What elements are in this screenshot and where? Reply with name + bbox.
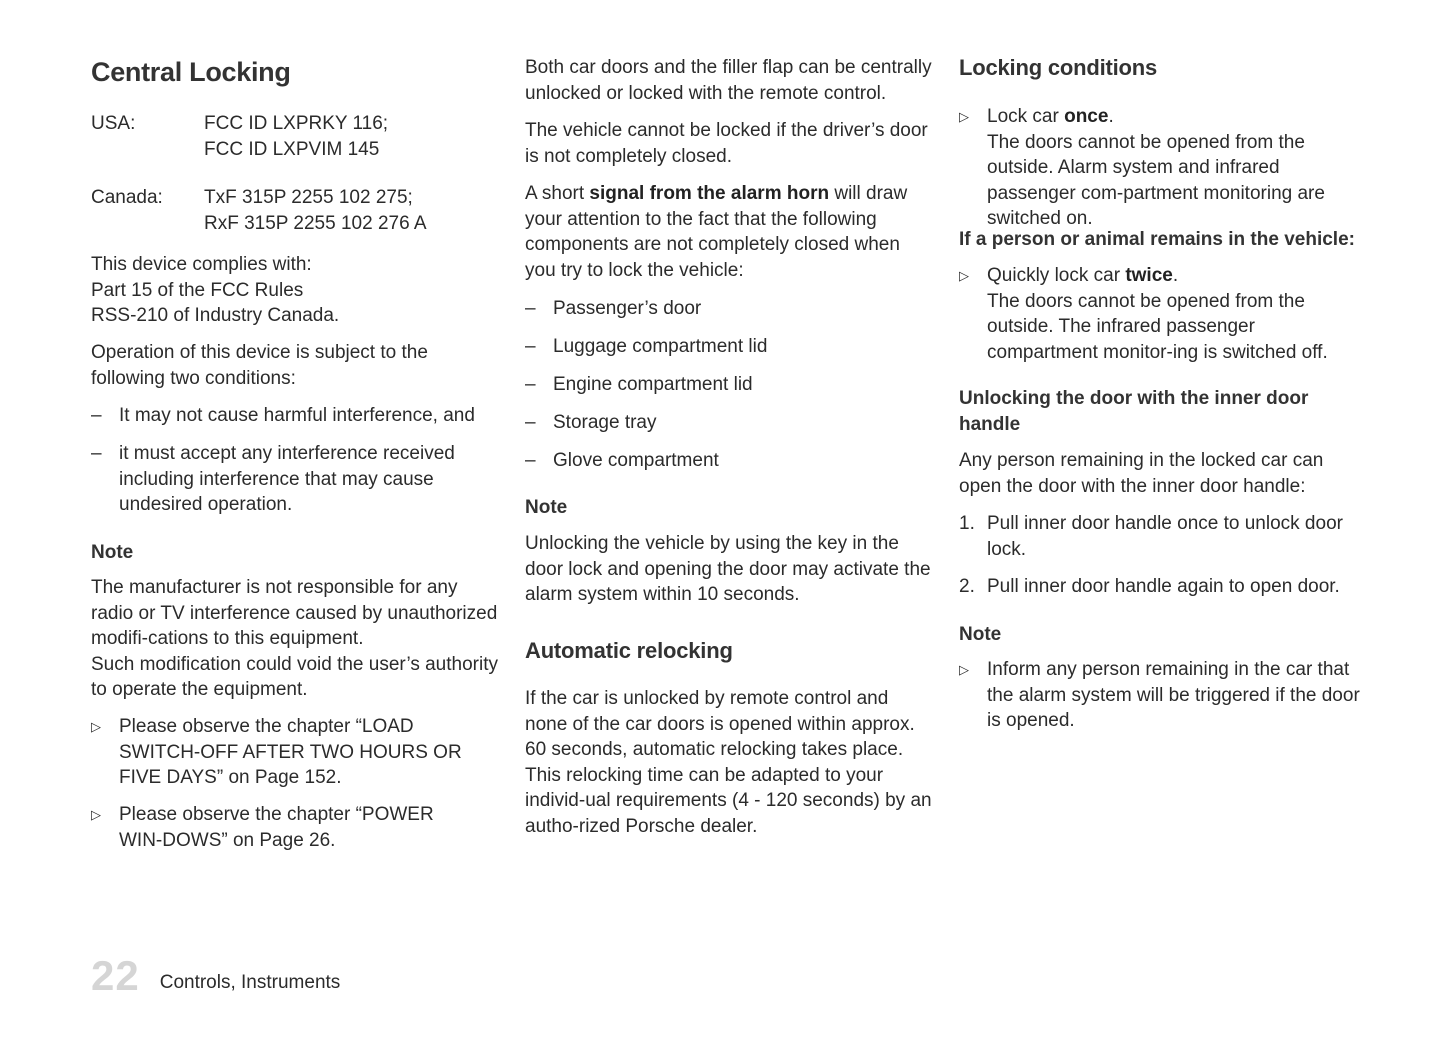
step-detail: The doors cannot be opened from the outside. Alarm system and infrared passenger com-partment monitoring are switched on. <box>987 131 1325 229</box>
step-pre: Lock car <box>987 106 1065 127</box>
list-item <box>91 714 491 791</box>
dash-marker: – <box>525 298 536 319</box>
dash-marker: – <box>91 405 102 426</box>
list-item <box>959 263 1369 365</box>
page-title: Central Locking <box>91 57 291 87</box>
note-heading: Note <box>91 542 134 563</box>
triangle-icon: ▷ <box>959 268 969 283</box>
relock-line: 60 seconds, automatic relocking takes place. <box>525 739 904 760</box>
relock-line: If the car is unlocked by remote control and none of the car doors is opened within approx. <box>525 688 915 735</box>
step-pre: Quickly lock car <box>987 265 1126 286</box>
operation-text: Operation of this device is subject to the following two conditions: <box>91 342 428 389</box>
page-number: 22 <box>91 952 140 999</box>
subheading: If a person or animal remains in the vehicle: <box>959 229 1355 250</box>
dash-marker: – <box>525 374 536 395</box>
dash-marker: – <box>525 450 536 471</box>
list-item-text: Luggage compartment lid <box>553 336 768 357</box>
list-item-text: It may not cause harmful interference, and <box>119 405 475 426</box>
note-text: Inform any person remaining in the car that the alarm system will be triggered if the door is opened. <box>987 659 1360 731</box>
list-item <box>91 802 491 853</box>
signal-bold: signal from the alarm horn <box>589 183 830 204</box>
step-text: Pull inner door handle once to unlock door lock. <box>987 513 1343 560</box>
step-number: 2. <box>959 576 975 597</box>
signal-pre: A short <box>525 183 590 204</box>
note-heading: Note <box>525 497 568 518</box>
section-heading: Automatic relocking <box>525 638 733 663</box>
complies-line: This device complies with: <box>91 254 312 275</box>
list-item-text: Please observe the chapter “LOAD SWITCH-OFF AFTER TWO HOURS OR FIVE DAYS” on Page 152. <box>119 716 462 788</box>
list-item <box>959 104 1369 232</box>
triangle-icon: ▷ <box>91 719 101 734</box>
list-item-text: Engine compartment lid <box>553 374 753 395</box>
step-detail: The doors cannot be opened from the outside. The infrared passenger compartment monitor-ing is switched off. <box>987 290 1328 363</box>
id-label: Canada: <box>91 187 163 208</box>
note-text: Unlocking the vehicle by using the key in the door lock and opening the door may activate the alarm system within 10 seconds. <box>525 533 931 605</box>
list-item <box>525 410 657 436</box>
complies-text <box>91 252 501 329</box>
step-text: Pull inner door handle again to open door. <box>987 576 1340 597</box>
step-bold: once <box>1064 106 1109 127</box>
section-heading: Locking conditions <box>959 55 1158 80</box>
dash-marker: – <box>91 443 102 464</box>
step-bold: twice <box>1125 265 1173 286</box>
cannot-lock-text: The vehicle cannot be locked if the driver’s door is not completely closed. <box>525 120 928 167</box>
intro-text: Both car doors and the filler flap can be centrally unlocked or locked with the remote control. <box>525 57 932 104</box>
list-item-text: Passenger’s door <box>553 298 702 319</box>
id-line: RxF 315P 2255 102 276 A <box>204 212 427 234</box>
list-item-text: Please observe the chapter “POWER WIN-DOWS” on Page 26. <box>119 804 434 851</box>
id-line: TxF 315P 2255 102 275; <box>204 187 413 208</box>
list-item <box>959 657 1369 734</box>
fcc-id-usa <box>91 111 501 162</box>
relock-text <box>525 686 935 839</box>
list-item-text: it must accept any interference received including interference that may cause undesired operation. <box>119 443 455 515</box>
id-line: FCC ID LXPVIM 145 <box>204 138 380 160</box>
dash-marker: – <box>525 412 536 433</box>
list-item-text: Glove compartment <box>553 450 719 471</box>
list-item <box>959 574 1369 600</box>
list-item <box>525 372 753 398</box>
signal-text <box>525 181 935 283</box>
list-item <box>91 441 471 518</box>
id-line: FCC ID LXPRKY 116; <box>204 113 389 134</box>
list-item <box>525 448 719 474</box>
triangle-icon: ▷ <box>91 807 101 822</box>
subheading: Unlocking the door with the inner door handle <box>959 388 1309 435</box>
inner-text: Any person remaining in the locked car can open the door with the inner door handle: <box>959 450 1324 497</box>
page-footer <box>91 952 341 999</box>
step-number: 1. <box>959 513 975 534</box>
note-heading: Note <box>959 624 1002 645</box>
list-item <box>525 334 767 360</box>
complies-line: Part 15 of the FCC Rules <box>91 279 304 301</box>
id-label: USA: <box>91 113 136 134</box>
signal-post: will draw your attention to the fact that the following components are not completely closed when you try to lock the vehicle: <box>525 183 908 281</box>
list-item <box>91 403 501 429</box>
list-item <box>959 511 1359 562</box>
relock-line: This relocking time can be adapted to your individ-ual requirements (4 - 120 seconds) by an autho-rized Porsche dealer. <box>525 764 932 837</box>
step-post: . <box>1172 265 1179 286</box>
fcc-id-canada <box>91 185 501 236</box>
note-line: Such modification could void the user’s authority to operate the equipment. <box>91 653 498 700</box>
list-item <box>525 296 701 322</box>
dash-marker: – <box>525 336 536 357</box>
triangle-icon: ▷ <box>959 109 969 124</box>
complies-line: RSS-210 of Industry Canada. <box>91 305 340 326</box>
step-post: . <box>1108 106 1114 127</box>
triangle-icon: ▷ <box>959 662 969 677</box>
list-item-text: Storage tray <box>553 412 657 433</box>
note-text <box>91 575 501 703</box>
section-name: Controls, Instruments <box>159 971 341 993</box>
note-line: The manufacturer is not responsible for any radio or TV interference caused by unauthorized modifi-cations to this equipment. <box>91 577 498 649</box>
